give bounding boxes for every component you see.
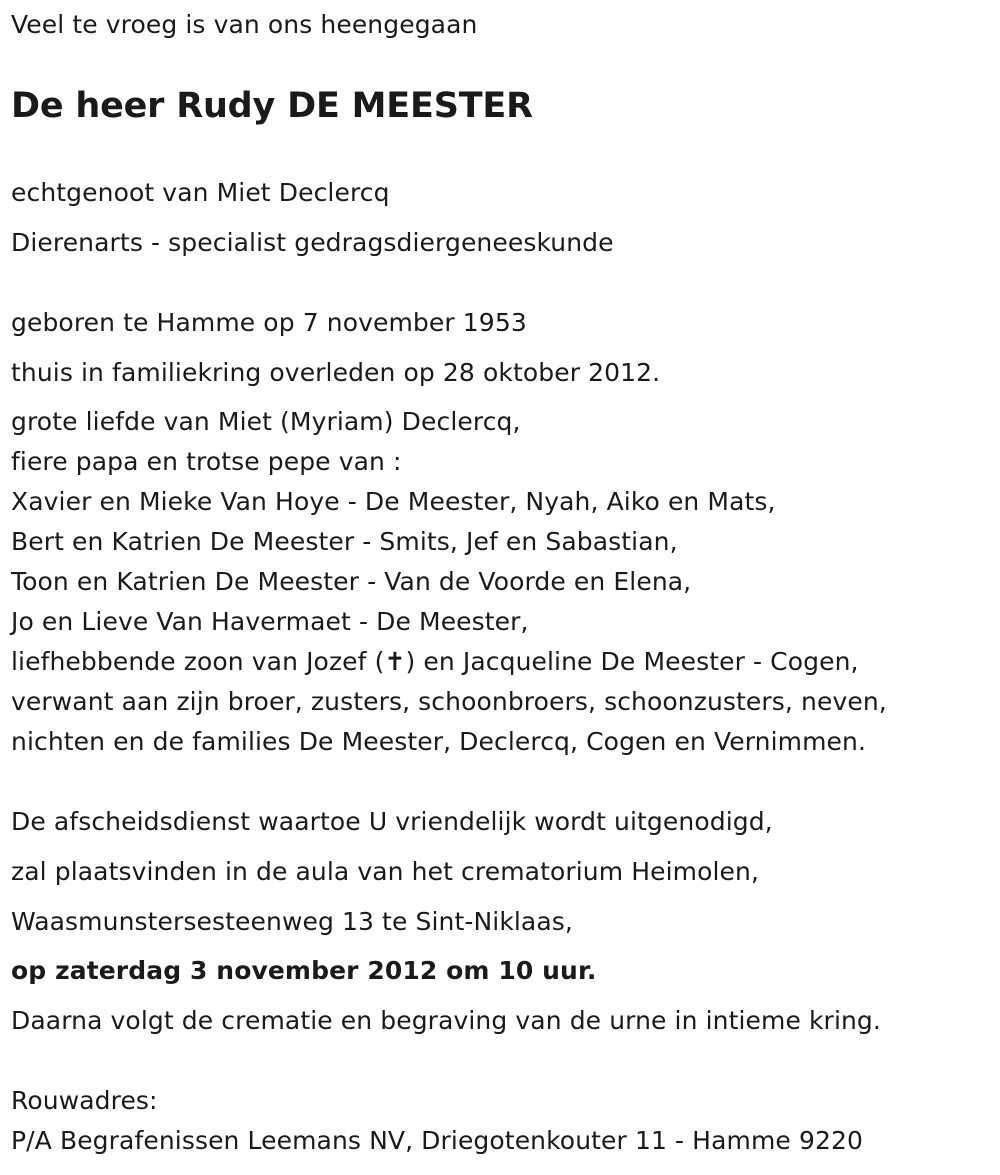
family-line: fiere papa en trotse pepe van :	[11, 447, 402, 476]
birth-line: geboren te Hamme op 7 november 1953	[11, 308, 527, 337]
family-line: Xavier en Mieke Van Hoye - De Meester, Nyah, Aiko en Mats,	[11, 487, 776, 516]
mourning-address: P/A Begrafenissen Leemans NV, Driegotenkouter 11 - Hamme 9220	[11, 1126, 863, 1155]
deceased-name: De heer Rudy DE MEESTER	[11, 86, 533, 126]
service-line: Waasmunstersesteenweg 13 te Sint-Niklaas,	[11, 907, 573, 936]
service-date: op zaterdag 3 november 2012 om 10 uur.	[11, 956, 597, 985]
spouse-line: echtgenoot van Miet Declercq	[11, 178, 390, 207]
service-line: De afscheidsdienst waartoe U vriendelijk wordt uitgenodigd,	[11, 807, 773, 836]
service-line: zal plaatsvinden in de aula van het crematorium Heimolen,	[11, 857, 760, 886]
family-line: Jo en Lieve Van Havermaet - De Meester,	[11, 607, 529, 636]
family-line: grote liefde van Miet (Myriam) Declercq,	[11, 407, 521, 436]
intro-text: Veel te vroeg is van ons heengegaan	[11, 10, 478, 39]
family-line: Bert en Katrien De Meester - Smits, Jef en Sabastian,	[11, 527, 678, 556]
death-line: thuis in familiekring overleden op 28 oktober 2012.	[11, 358, 661, 387]
after-service-line: Daarna volgt de crematie en begraving van de urne in intieme kring.	[11, 1006, 881, 1035]
family-line: Toon en Katrien De Meester - Van de Voorde en Elena,	[11, 567, 692, 596]
family-line: liefhebbende zoon van Jozef (✝) en Jacqueline De Meester - Cogen,	[11, 647, 859, 676]
family-line: nichten en de families De Meester, Declercq, Cogen en Vernimmen.	[11, 727, 867, 756]
family-line: verwant aan zijn broer, zusters, schoonbroers, schoonzusters, neven,	[11, 687, 887, 716]
address-label: Rouwadres:	[11, 1086, 158, 1115]
profession-line: Dierenarts - specialist gedragsdiergeneeskunde	[11, 228, 614, 257]
